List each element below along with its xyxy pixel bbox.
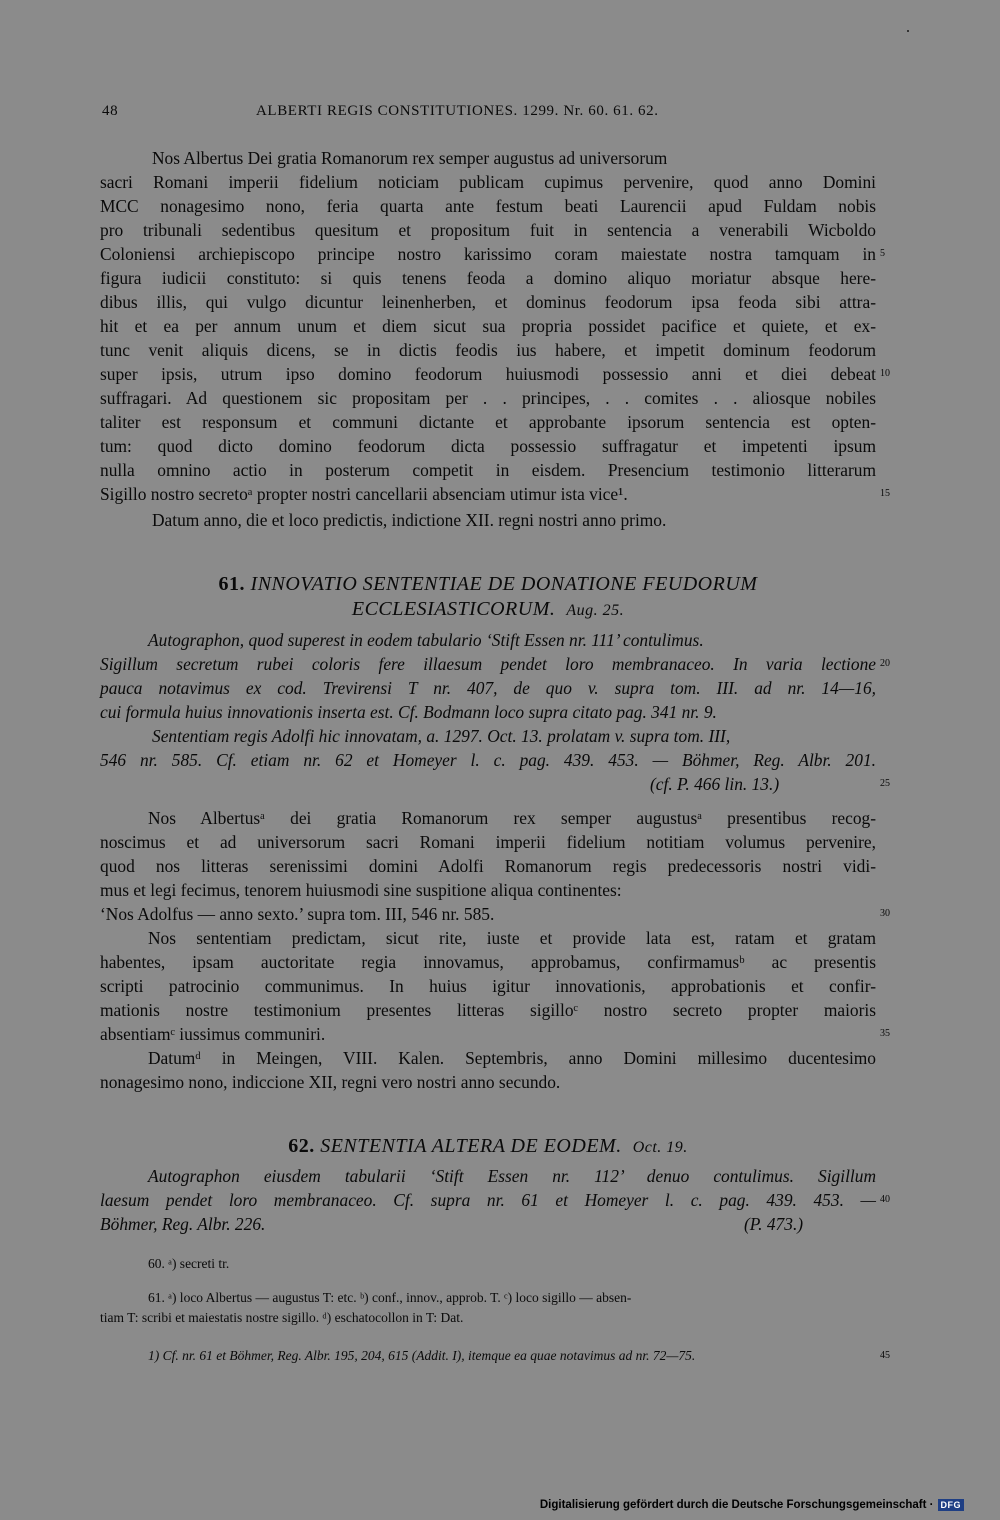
datum-line: Datum anno, die et loco predictis, indictione XII. regni nostri anno primo. <box>152 510 667 530</box>
intro-line: cui formula huius innovationis inserta est. Cf. Bodmann loco supra citato pag. 341 nr. 9. <box>100 702 717 722</box>
doc61-number: 61. <box>218 573 246 595</box>
text-line: super ipsis, utrum ipso domino feodorum huiusmodi possessio anni et diei debeat <box>100 364 876 384</box>
text-line: nulla omnino actio in posterum competit in eisdem. Presencium testimonio litterarum <box>100 460 876 480</box>
text-line: Nos sententiam predictam, sicut rite, iuste et provide lata est, ratam et gratam <box>148 928 876 948</box>
text-line: dibus illis, qui vulgo dicuntur leinenherben, et dominus feodorum ipsa feoda sibi attra- <box>100 292 876 312</box>
doc61-heading <box>100 572 876 596</box>
note-60: 60. ᵃ) secreti tr. <box>148 1256 230 1271</box>
text-line: absentiamᶜ iussimus communiri. <box>100 1024 326 1044</box>
text-line: Sigillo nostro secretoᵃ propter nostri cancellarii absenciam utimur ista vice¹. <box>100 484 628 504</box>
footnote-1: 1) Cf. nr. 61 et Böhmer, Reg. Albr. 195, 204, 615 (Addit. I), itemque ea quae notavimus ad nr. 72—75. <box>148 1348 696 1363</box>
text-line: Coloniensi archiepiscopo principe nostro karissimo coram maiestate nostra tamquam in <box>100 244 876 264</box>
text-line: habentes, ipsam auctoritate regia innovamus, approbamus, confirmamusᵇ ac presentis <box>100 952 876 972</box>
doc62-number: 62. <box>288 1135 315 1157</box>
text-line: suffragari. Ad questionem sic propositam per . . principes, . . comites . . aliosque nobiles <box>100 388 876 408</box>
text-line: hit et ea per annum unum et diem sicut sua propria possidet pacifice et quiete, et ex- <box>100 316 876 336</box>
funding-credit <box>540 1499 964 1511</box>
scan-mark <box>907 30 909 32</box>
running-title: ALBERTI REGIS CONSTITUTIONES. 1299. Nr. 60. 61. 62. <box>256 103 659 119</box>
text-line: Nos Albertusᵃ dei gratia Romanorum rex semper augustusᵃ presentibus recog- <box>148 808 876 828</box>
line-number: 25 <box>880 778 890 789</box>
line-number: 30 <box>880 908 890 919</box>
text-line: nonagesimo nono, indiccione XII, regni vero nostri anno secundo. <box>100 1072 561 1092</box>
doc61-date: Aug. 25. <box>566 602 625 619</box>
doc62-date: Oct. 19. <box>632 1139 688 1156</box>
intro-line: Böhmer, Reg. Albr. 226. <box>100 1214 266 1234</box>
line-number: 15 <box>880 488 890 499</box>
line-number: 10 <box>880 368 890 379</box>
text-line: tunc venit aliquis dicens, se in dictis feodis ius habere, et impetit dominum feodorum <box>100 340 876 360</box>
doc62-title: SENTENTIA ALTERA DE EODEM. <box>320 1135 622 1157</box>
line-number: 40 <box>880 1194 890 1205</box>
text-line: mus et legi fecimus, tenorem huiusmodi sine suspitione aliqua continentes: <box>100 880 622 900</box>
dfg-logo-icon: DFG <box>938 1499 965 1511</box>
text-line: scripti patrocinio communimus. In huius igitur innovationis, approbationis et confir- <box>100 976 876 996</box>
intro-line: Sententiam regis Adolfi hic innovatam, a. 1297. Oct. 13. prolatam v. supra tom. III, <box>152 726 731 746</box>
text-line: figura iudicii constituto: si quis tenens feoda a domino aliquo moriatur absque here- <box>100 268 876 288</box>
note-61-line1: 61. ᵃ) loco Albertus — augustus T: etc. ᵇ) conf., innov., approb. T. ᶜ) loco sigillo — absen- <box>148 1290 632 1305</box>
text-line: taliter est responsum et communi dictante et approbante ipsorum sentencia est opten- <box>100 412 876 432</box>
text-line: pro tribunali sedentibus quesitum et propositum fuit in sentencia a venerabili Wicboldo <box>100 220 876 240</box>
note-61-line2: tiam T: scribi et maiestatis nostre sigillo. ᵈ) eschatocollon in T: Dat. <box>100 1310 464 1325</box>
page-number: 48 <box>102 103 119 119</box>
text-line: sacri Romani imperii fidelium noticiam publicam cupimus pervenire, quod anno Domini <box>100 172 876 192</box>
intro-line: 546 nr. 585. Cf. etiam nr. 62 et Homeyer l. c. pag. 439. 453. — Böhmer, Reg. Albr. 201. <box>100 750 876 770</box>
text-line: ‘Nos Adolfus — anno sexto.’ supra tom. III, 546 nr. 585. <box>100 904 495 924</box>
text-line: Nos Albertus Dei gratia Romanorum rex semper augustus ad universorum <box>152 148 668 168</box>
intro-line: (P. 473.) <box>744 1214 804 1234</box>
text-line: MCC nonagesimo nono, feria quarta ante festum beati Laurencii apud Fuldam nobis <box>100 196 876 216</box>
line-number: 35 <box>880 1028 890 1039</box>
doc61-heading-2 <box>100 597 876 623</box>
text-line: quod nos litteras serenissimi domini Adolfi Romanorum regis predecessoris nostri vidi- <box>100 856 876 876</box>
intro-line: Sigillum secretum rubei coloris fere illaesum pendet loro membranaceo. In varia lectione <box>100 654 876 674</box>
intro-line: Autographon, quod superest in eodem tabulario ‘Stift Essen nr. 111’ contulimus. <box>148 630 704 650</box>
doc61-title-2: ECCLESIASTICORUM. <box>351 598 556 620</box>
text-line: tum: quod dicto domino feodorum dicta possessio suffragatur et impetenti ipsum <box>100 436 876 456</box>
doc62-heading <box>100 1134 876 1160</box>
intro-line: Autographon eiusdem tabularii ‘Stift Essen nr. 112’ denuo contulimus. Sigillum <box>148 1166 876 1186</box>
intro-line: laesum pendet loro membranaceo. Cf. supra nr. 61 et Homeyer l. c. pag. 439. 453. — <box>100 1190 876 1210</box>
text-line: noscimus et ad universorum sacri Romani imperii fidelium notitiam volumus pervenire, <box>100 832 876 852</box>
intro-line: (cf. P. 466 lin. 13.) <box>650 774 780 794</box>
doc61-title: INNOVATIO SENTENTIAE DE DONATIONE FEUDORUM <box>250 573 758 595</box>
funding-credit-text: Digitalisierung gefördert durch die Deutsche Forschungsgemeinschaft · <box>539 1499 934 1511</box>
line-number: 20 <box>880 658 890 669</box>
intro-line: pauca notavimus ex cod. Trevirensi T nr. 407, de quo v. supra tom. III. ad nr. 14—16, <box>100 678 876 698</box>
line-number: 45 <box>880 1350 890 1361</box>
text-line: mationis nostre testimonium presentes litteras sigilloᶜ nostro secreto propter maioris <box>100 1000 876 1020</box>
text-line: Datumᵈ in Meingen, VIII. Kalen. Septembris, anno Domini millesimo ducentesimo <box>148 1048 876 1068</box>
line-number: 5 <box>880 248 885 259</box>
